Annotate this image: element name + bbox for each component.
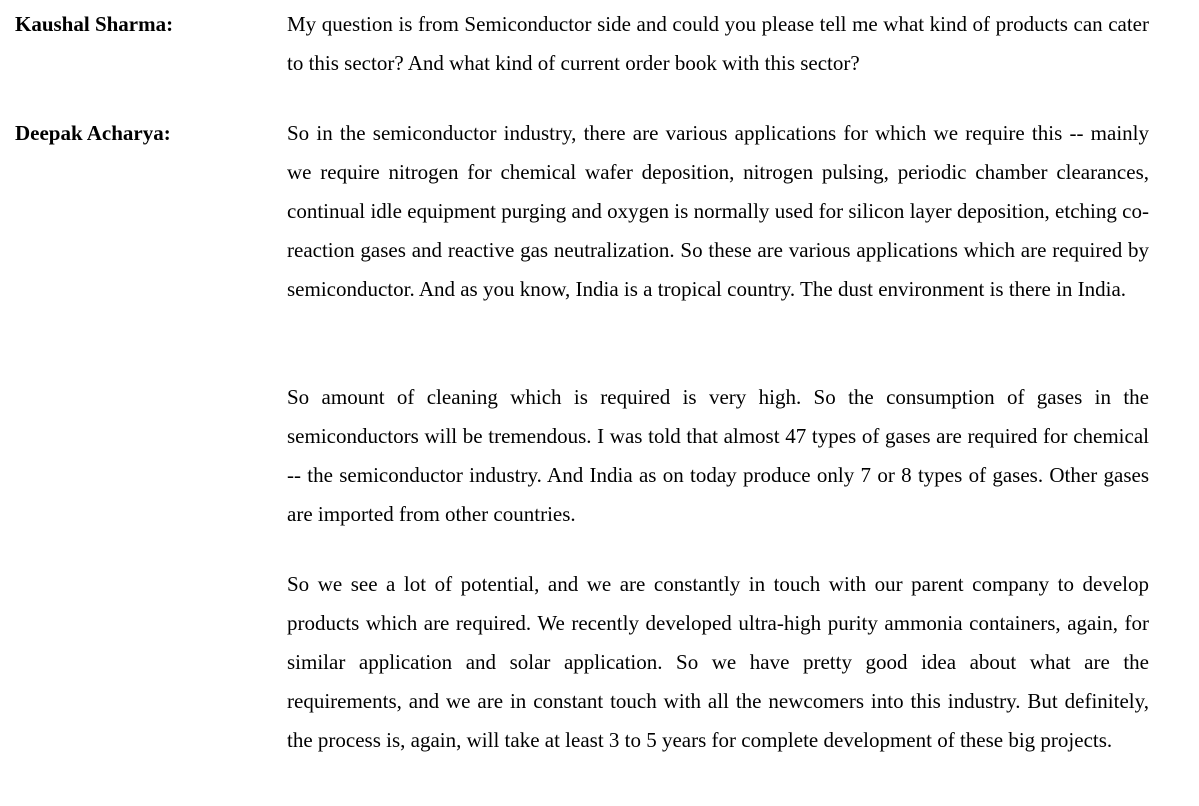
speaker-name: Kaushal Sharma:: [15, 12, 174, 36]
transcript-paragraph: So amount of cleaning which is required is very high. So the consumption of gases in the semiconductors will be tremendous. I was told that almost 47 types of gases are required for chemical -- the semiconductor industry. And India as on today produce only 7 or 8 types of gases. Other gases are imported from other countries.: [287, 385, 1149, 526]
transcript-paragraph: So we see a lot of potential, and we are constantly in touch with our parent company to develop products which are required. We recently developed ultra-high purity ammonia containers, again, for similar application and solar application. So we have pretty good idea about what are the requirements, and we are in constant touch with all the newcomers into this industry. But definitely, the process is, again, will take at least 3 to 5 years for complete development of these big projects.: [287, 572, 1149, 752]
transcript-paragraph: So in the semiconductor industry, there are various applications for which we require this -- mainly we require nitrogen for chemical wafer deposition, nitrogen pulsing, periodic chamber clearances, continual idle equipment purging and oxygen is normally used for silicon layer deposition, etching co-reaction gases and reactive gas neutralization. So these are various applications which are required by semiconductor. And as you know, India is a tropical country. The dust environment is there in India.: [287, 121, 1149, 301]
speaker-name: Deepak Acharya:: [15, 121, 171, 145]
transcript-paragraph: My question is from Semiconductor side and could you please tell me what kind of products can cater to this sector? And what kind of current order book with this sector?: [287, 12, 1149, 75]
